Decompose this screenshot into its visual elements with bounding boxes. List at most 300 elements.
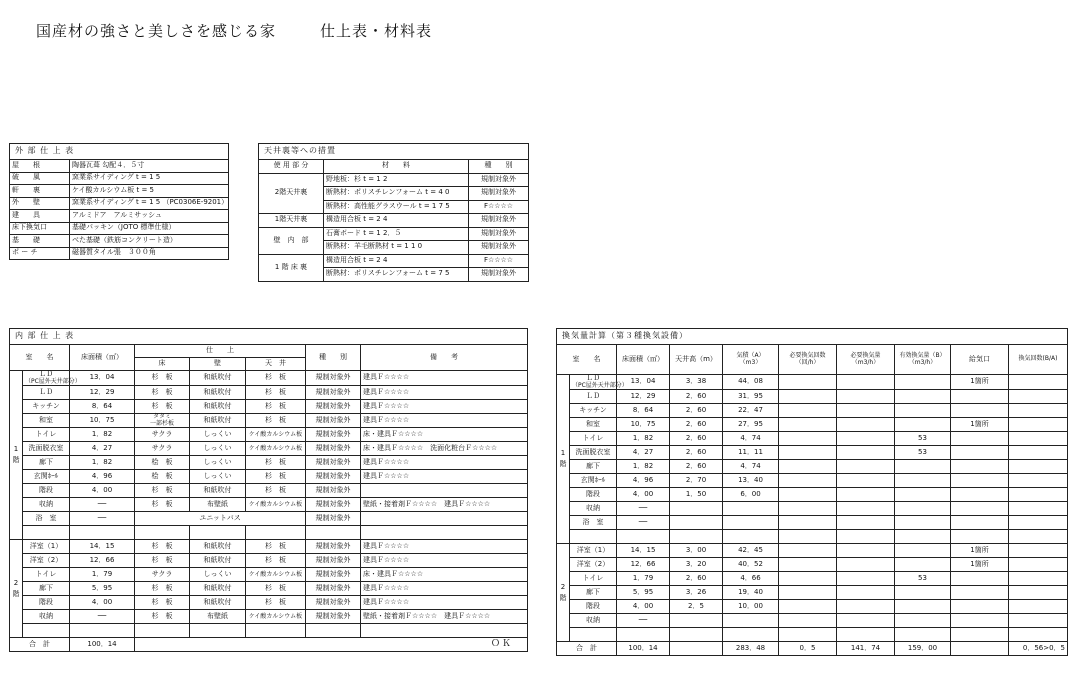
material-type: 規制対象外 [306,498,361,512]
room-area: ── [70,610,135,624]
ceiling-height: 2．60 [670,460,723,474]
floor-kai: 階 [559,460,567,469]
table-row [10,512,528,526]
empty-cell [837,404,895,418]
air-inlet [951,516,1009,530]
room-area: 10．75 [617,418,670,432]
table-row [10,456,528,470]
empty-cell [779,432,837,446]
empty-cell [779,390,837,404]
table-row [557,418,1068,432]
empty-cell [617,628,670,642]
table-row [557,558,1068,572]
room-name: トイレ [23,428,70,442]
notes: 建具Ｆ☆☆☆☆ [361,540,528,554]
room-name: ＬＤ [570,390,617,404]
table-row [557,600,1068,614]
ceiling-material: 構造用合板 t = 2 4 [324,214,469,228]
empty-cell [361,624,528,638]
table-row [557,404,1068,418]
empty-cell [779,418,837,432]
wall-finish: しっくい [190,428,246,442]
room-name: トイレ [23,568,70,582]
room-area: 1．82 [617,432,670,446]
exterior-title-row [10,144,229,160]
ceiling-finish: ケイ酸カルシウム板 [246,568,306,582]
table-row [10,185,229,198]
effective-ventilation [895,586,951,600]
empty-cell [895,628,951,642]
empty-cell [190,526,246,540]
air-inlet [951,586,1009,600]
exterior-value: 陶器瓦葺 勾配４．５寸 [70,160,229,173]
ceiling-part: 1階天井裏 [259,214,324,228]
material-type: 規制対象外 [306,456,361,470]
room-area: 12．29 [617,390,670,404]
room-area: ── [70,498,135,512]
document-title: 国産材の強さと美しさを感じる家 [36,22,277,40]
empty-cell [837,460,895,474]
room-area: 14．15 [70,540,135,554]
empty-cell [779,628,837,642]
room-name: 廊下 [23,456,70,470]
ventilation-header-row [557,345,1068,375]
room-volume: 22．47 [723,404,779,418]
room-volume: 4．66 [723,572,779,586]
empty-cell [1009,558,1068,572]
air-inlet [951,572,1009,586]
empty-cell [246,624,306,638]
table-row [10,247,229,260]
air-inlet [951,390,1009,404]
room-area: 1．82 [70,428,135,442]
room-volume: 13．40 [723,474,779,488]
ceiling-height [670,614,723,628]
interior-finish-table [9,328,528,652]
room-volume: 44．08 [723,375,779,390]
room-volume: 27．95 [723,418,779,432]
floor-finish: 桧 板 [135,456,190,470]
floor-finish-sub: 一部杉板 [149,419,174,427]
total-required: 141．74 [837,642,895,656]
room-area: 4．00 [617,488,670,502]
table-row [259,173,529,187]
ceiling-part: 2階天井裏 [259,173,324,214]
room-area: 4．00 [70,596,135,610]
ceiling-finish: 杉 板 [246,414,306,428]
room-name: 廊下 [570,586,617,600]
wall-finish: しっくい [190,470,246,484]
air-inlet: 1箇所 [951,558,1009,572]
floor-finish: 杉 板 [135,386,190,400]
room-name: ＬＤ [23,386,70,400]
empty-cell [670,530,723,544]
ceiling-height: 3．20 [670,558,723,572]
wall-finish: 和紙吹付 [190,582,246,596]
total-times: 0．56>0．5 [1009,642,1068,656]
table-row [10,235,229,248]
exterior-value: べた基礎（鉄筋コンクリート造） [70,235,229,248]
notes: 建具Ｆ☆☆☆☆ [361,414,528,428]
ceiling-height [670,516,723,530]
material-type: 規制対象外 [306,582,361,596]
total-area: 100．14 [617,642,670,656]
exterior-label: 破 風 [10,172,70,185]
column-header: 材 料 [324,160,469,174]
column-header: 室 名 [10,345,70,371]
empty-cell [1009,404,1068,418]
total-row [10,638,528,652]
ceiling-finish: 杉 板 [246,386,306,400]
empty-cell [779,516,837,530]
effective-ventilation [895,558,951,572]
effective-ventilation: 53 [895,446,951,460]
room-name: 階段 [23,596,70,610]
room-name: 玄関ﾎｰﾙ [23,470,70,484]
exterior-label: 基 礎 [10,235,70,248]
ceiling-type: 規制対象外 [469,268,529,282]
floor-number: 1 [560,448,566,457]
exterior-label: 床下換気口 [10,222,70,235]
room-area: 12．29 [70,386,135,400]
floor-finish-text: タタミ [152,413,171,421]
room-name: 洗面脱衣室 [570,446,617,460]
header-text: 気積（A） [736,351,765,359]
empty-cell [190,624,246,638]
exterior-value: アルミドア アルミサッシュ [70,210,229,223]
notes: 建具Ｆ☆☆☆☆ [361,596,528,610]
empty-cell [617,530,670,544]
header-unit: （m3/h） [908,358,937,366]
empty-cell [1009,614,1068,628]
ceiling-height: 1．50 [670,488,723,502]
column-header: 天井高（m） [670,345,723,375]
table-row [557,375,1068,390]
room-name: 洋室（1） [570,544,617,558]
ceiling-height: 3．00 [670,544,723,558]
empty-cell [306,526,361,540]
room-name: 収納 [23,498,70,512]
air-inlet [951,502,1009,516]
empty-cell [1009,488,1068,502]
column-header: 床面積（㎡） [70,345,135,371]
empty-cell [361,526,528,540]
air-inlet [951,460,1009,474]
ceiling-material: 断熱材：高性能グラスウール t = 1 7 5 [324,200,469,214]
table-row [10,596,528,610]
empty-cell [1009,628,1068,642]
ceiling-height: 3．38 [670,375,723,390]
empty-cell [570,530,617,544]
floor-finish: 杉 板 [135,400,190,414]
ceiling-type: 規制対象外 [469,227,529,241]
column-header [779,345,837,375]
effective-ventilation: 53 [895,572,951,586]
room-name: 収納 [23,610,70,624]
document-subtitle: 仕上表・材料表 [320,22,433,40]
empty-cell [1009,600,1068,614]
effective-ventilation [895,404,951,418]
empty-cell [837,558,895,572]
wall-finish: 布壁紙 [190,610,246,624]
room-name: 和室 [23,414,70,428]
floor-label [557,375,570,544]
empty-cell [837,375,895,390]
ceiling-finish: 杉 板 [246,540,306,554]
header-text: 必要換気量 [850,351,881,359]
room-volume [723,502,779,516]
empty-cell [135,624,190,638]
exterior-value: 窯業系サイディング t = 1 5 （PC0306E-9201） [70,197,229,210]
wall-finish: 布壁紙 [190,498,246,512]
notes: 建具Ｆ☆☆☆☆ [361,371,528,386]
empty-cell [779,474,837,488]
wall-finish: しっくい [190,456,246,470]
blank-row [557,530,1068,544]
table-row [10,582,528,596]
room-name [23,370,81,386]
effective-ventilation [895,488,951,502]
wall-finish: 和紙吹付 [190,400,246,414]
room-area: ── [617,516,670,530]
ceiling-finish: ケイ酸カルシウム板 [246,428,306,442]
room-area: 12．66 [617,558,670,572]
ceiling-finish: ケイ酸カルシウム板 [246,498,306,512]
ceiling-height: 2．60 [670,390,723,404]
room-volume: 4．74 [723,432,779,446]
room-volume: 6．00 [723,488,779,502]
room-area: 12．66 [70,554,135,568]
effective-ventilation [895,502,951,516]
table-row [259,214,529,228]
room-volume: 10．00 [723,600,779,614]
total-volume: 283．48 [723,642,779,656]
empty-cell [723,628,779,642]
air-inlet [951,488,1009,502]
ceiling-height [670,502,723,516]
table-row [10,540,528,554]
exterior-value: ケイ酸カルシウム板 t = 5 [70,185,229,198]
effective-ventilation [895,544,951,558]
floor-finish: サクラ [135,442,190,456]
table-row [10,484,528,498]
notes: 建具Ｆ☆☆☆☆ [361,400,528,414]
empty-cell [895,530,951,544]
empty-cell [1009,375,1068,390]
room-name: 廊下 [23,582,70,596]
table-row [557,488,1068,502]
room-area: 4．96 [70,470,135,484]
empty-cell [837,628,895,642]
air-inlet [951,404,1009,418]
air-inlet: 1箇所 [951,375,1009,390]
empty-cell [837,544,895,558]
column-header: 室 名 [557,345,617,375]
ceiling-finish: 杉 板 [246,456,306,470]
table-row [557,460,1068,474]
empty-cell [779,460,837,474]
interior-title: 内 部 仕 上 表 [10,329,528,345]
room-volume: 11．11 [723,446,779,460]
effective-ventilation [895,418,951,432]
material-type: 規制対象外 [306,596,361,610]
empty-cell [723,530,779,544]
room-area: 4．27 [617,446,670,460]
table-row [10,371,528,386]
ceiling-material: 構造用合板 t = 2 4 [324,254,469,268]
room-name: 玄関ﾎｰﾙ [570,474,617,488]
ceiling-finish: 杉 板 [246,371,306,386]
floor-number: 2 [13,578,19,587]
exterior-value: 磁器質タイル張 ３００角 [70,247,229,260]
empty-cell [837,390,895,404]
room-name: 洋室（2） [570,558,617,572]
empty-cell [1009,390,1068,404]
ceiling-height: 2．70 [670,474,723,488]
empty-cell [837,530,895,544]
column-header: 給気口 [951,345,1009,375]
room-area: 13．04 [70,371,135,386]
ventilation-calc-table [556,328,1068,656]
ceiling-type: 規制対象外 [469,241,529,255]
empty-cell [837,572,895,586]
material-type: 規制対象外 [306,554,361,568]
room-area: 10．75 [70,414,135,428]
wall-finish: 和紙吹付 [190,554,246,568]
notes [361,512,528,526]
total-label: 合 計 [10,638,70,652]
empty-cell [1009,516,1068,530]
floor-finish: 杉 板 [135,484,190,498]
floor-finish: 杉 板 [135,498,190,512]
empty-cell [837,600,895,614]
ceiling-height: 2．60 [670,572,723,586]
interior-title-row [10,329,528,345]
column-header [837,345,895,375]
effective-ventilation [895,516,951,530]
column-header [895,345,951,375]
column-header: 換気回数(B/A) [1009,345,1068,375]
wall-finish: 和紙吹付 [190,484,246,498]
exterior-label: 建 具 [10,210,70,223]
empty-cell [306,624,361,638]
wall-finish: 和紙吹付 [190,386,246,400]
empty-cell [1009,586,1068,600]
empty-cell [70,526,135,540]
exterior-label: 軒 裏 [10,185,70,198]
room-name-text: ＬＤ [586,374,600,382]
empty-cell [1009,418,1068,432]
table-row [557,586,1068,600]
table-row [10,222,229,235]
notes: 建具Ｆ☆☆☆☆ [361,456,528,470]
empty-cell [1009,544,1068,558]
room-volume: 19．40 [723,586,779,600]
room-name: 洋室（1） [23,540,70,554]
room-name-sub: （PC屋外天井部分） [572,381,628,389]
ceiling-header-row [259,160,529,174]
empty-cell [779,586,837,600]
empty-cell [670,642,723,656]
empty-cell [779,600,837,614]
column-header: 床 [135,358,190,371]
empty-cell [670,628,723,642]
blank-row [10,624,528,638]
empty-cell [246,526,306,540]
air-inlet [951,600,1009,614]
empty-cell [1009,446,1068,460]
column-header: 天 井 [246,358,306,371]
ceiling-finish: ケイ酸カルシウム板 [246,442,306,456]
room-name: 廊下 [570,460,617,474]
room-name: トイレ [570,432,617,446]
empty-cell [779,530,837,544]
table-row [557,474,1068,488]
empty-cell [837,488,895,502]
floor-finish: サクラ [135,568,190,582]
floor-finish: サクラ [135,428,190,442]
notes: 建具Ｆ☆☆☆☆ [361,386,528,400]
table-row [10,470,528,484]
table-row [10,498,528,512]
empty-cell [837,418,895,432]
ceiling-type: 規制対象外 [469,187,529,201]
total-label: 合 計 [557,642,617,656]
room-name: 階段 [23,484,70,498]
column-header: 種 別 [306,345,361,371]
empty-cell [1009,572,1068,586]
room-area: 14．15 [617,544,670,558]
room-name: トイレ [570,572,617,586]
blank-row [10,526,528,540]
air-inlet [951,614,1009,628]
air-inlet: 1箇所 [951,544,1009,558]
total-area: 100．14 [70,638,135,652]
floor-kai: 階 [12,456,20,465]
exterior-title: 外 部 仕 上 表 [10,144,229,160]
ceiling-finish: 杉 板 [246,484,306,498]
air-inlet [951,446,1009,460]
column-header: 壁 [190,358,246,371]
empty-cell [951,642,1009,656]
ceiling-height: 2．60 [670,404,723,418]
ceiling-title: 天井裏等への措置 [259,144,529,160]
room-volume: 40．52 [723,558,779,572]
room-area: 1．79 [70,568,135,582]
floor-kai: 階 [559,593,567,602]
table-row [557,390,1068,404]
floor-label [10,540,23,638]
empty-cell [837,516,895,530]
header-text: 必要換気回数 [789,351,826,359]
table-row [10,554,528,568]
notes: 床・建具Ｆ☆☆☆☆ 洗面化粧台Ｆ☆☆☆☆ [361,442,528,456]
material-type: 規制対象外 [306,428,361,442]
table-row [557,432,1068,446]
notes: 壁紙・接着剤Ｆ☆☆☆☆ 建具Ｆ☆☆☆☆ [361,498,528,512]
empty-cell [23,526,70,540]
effective-ventilation [895,614,951,628]
empty-cell [1009,432,1068,446]
table-row [259,227,529,241]
ceiling-type: 規制対象外 [469,214,529,228]
notes: 床・建具Ｆ☆☆☆☆ [361,428,528,442]
room-area: 8．64 [617,404,670,418]
ventilation-title: 換気量計算（第３種換気設備） [557,329,1068,345]
notes: 壁紙・接着剤Ｆ☆☆☆☆ 建具Ｆ☆☆☆☆ [361,610,528,624]
floor-finish: 杉 板 [135,540,190,554]
floor-finish: 杉 板 [135,371,190,386]
